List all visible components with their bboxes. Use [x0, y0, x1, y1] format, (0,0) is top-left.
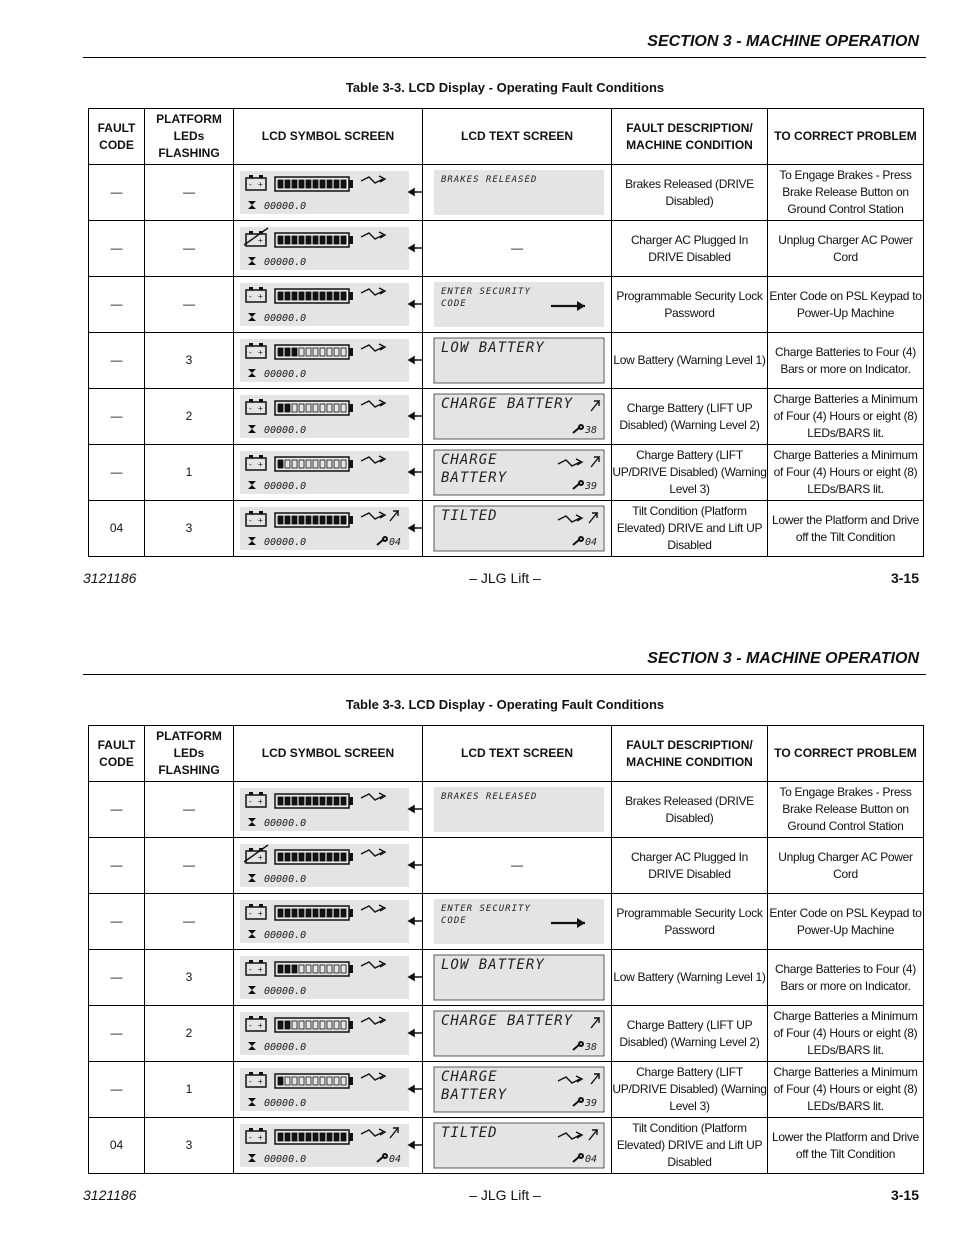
symbol-screen-cell — [234, 501, 423, 557]
text-fault-code: 04 — [585, 1154, 598, 1165]
correct-cell: Unplug Charger AC Power Cord — [768, 838, 924, 894]
description-cell: Charge Battery (LIFT UP Disabled) (Warning Level 2) — [612, 1006, 768, 1062]
lcd-text-line: CHARGE BATTERY — [441, 396, 574, 412]
fault-code-cell: — — [89, 277, 145, 333]
lcd-symbol-screen — [234, 389, 422, 444]
toggle-arrow-icon — [409, 974, 422, 980]
toggle-arrow-icon — [409, 469, 422, 475]
header-platform-leds: PLATFORM LEDs FLASHING — [145, 109, 234, 165]
description-cell: Low Battery (Warning Level 1) — [612, 950, 768, 1006]
svg-text:-: - — [249, 404, 252, 413]
hour-meter: 00000.0 — [264, 425, 307, 436]
svg-text:+: + — [258, 909, 263, 918]
table-row — [89, 782, 924, 838]
table-row — [89, 165, 924, 221]
svg-text:-: - — [249, 1021, 252, 1030]
correct-cell: Lower the Platform and Drive off the Tilt Condition — [768, 501, 924, 557]
page-top — [0, 0, 954, 617]
correct-cell: Charge Batteries a Minimum of Four (4) Hours or eight (8) LEDs/BARS lit. — [768, 445, 924, 501]
hour-meter: 00000.0 — [264, 1154, 307, 1165]
svg-text:+: + — [258, 516, 263, 525]
table-header-row — [89, 726, 924, 782]
platform-leds-cell: 3 — [145, 1118, 234, 1174]
lcd-text-line: ENTER SECURITY — [441, 904, 531, 914]
svg-text:+: + — [258, 965, 263, 974]
symbol-fault-code: 04 — [389, 537, 402, 548]
symbol-screen-cell — [234, 894, 423, 950]
lcd-text-line: TILTED — [441, 1125, 498, 1141]
table-row — [89, 389, 924, 445]
lcd-symbol-screen — [234, 501, 422, 556]
text-screen-cell — [423, 1062, 612, 1118]
lcd-text-screen — [423, 445, 611, 500]
header-fault-code: FAULT CODE — [89, 726, 145, 782]
symbol-screen-cell — [234, 277, 423, 333]
toggle-arrow-icon — [409, 525, 422, 531]
svg-text:-: - — [249, 965, 252, 974]
platform-leds-cell: 1 — [145, 445, 234, 501]
lcd-symbol-screen — [234, 333, 422, 388]
platform-leds-cell: — — [145, 221, 234, 277]
toggle-arrow-icon — [409, 862, 422, 868]
hour-meter: 00000.0 — [264, 313, 307, 324]
hour-meter: 00000.0 — [264, 1042, 307, 1053]
hour-meter: 00000.0 — [264, 481, 307, 492]
svg-text:+: + — [258, 1077, 263, 1086]
lcd-text-line: CODE — [441, 916, 467, 926]
svg-text:+: + — [258, 853, 263, 862]
lcd-text-screen — [423, 950, 611, 1005]
lcd-text-line: BRAKES RELEASED — [441, 792, 538, 802]
description-cell: Low Battery (Warning Level 1) — [612, 333, 768, 389]
svg-text:-: - — [249, 460, 252, 469]
text-screen-cell — [423, 445, 612, 501]
fault-code-cell: 04 — [89, 1118, 145, 1174]
lcd-symbol-screen — [234, 894, 422, 949]
header-text-screen: LCD TEXT SCREEN — [423, 726, 612, 782]
table-title: Table 3-3. LCD Display - Operating Fault Conditions — [345, 697, 665, 712]
footer-center: – JLG Lift – — [469, 570, 541, 586]
fault-code-cell: — — [89, 950, 145, 1006]
platform-leds-cell: — — [145, 838, 234, 894]
platform-leds-cell: 3 — [145, 333, 234, 389]
header-description: FAULT DESCRIPTION/ MACHINE CONDITION — [612, 109, 768, 165]
table-row — [89, 1118, 924, 1174]
header-rule — [83, 674, 926, 675]
svg-text:+: + — [258, 292, 263, 301]
page-number: 3-15 — [890, 570, 919, 586]
description-cell: Charger AC Plugged In DRIVE Disabled — [612, 221, 768, 277]
hour-meter: 00000.0 — [264, 201, 307, 212]
header-symbol-screen: LCD SYMBOL SCREEN — [234, 726, 423, 782]
svg-text:-: - — [249, 1133, 252, 1142]
toggle-arrow-icon — [409, 918, 422, 924]
page-number: 3-15 — [890, 1187, 919, 1203]
fault-table — [88, 725, 924, 1174]
header-description: FAULT DESCRIPTION/ MACHINE CONDITION — [612, 726, 768, 782]
footer-center: – JLG Lift – — [469, 1187, 541, 1203]
description-cell: Tilt Condition (Platform Elevated) DRIVE and Lift UP Disabled — [612, 1118, 768, 1174]
lcd-symbol-screen — [234, 165, 422, 220]
symbol-screen-cell — [234, 1062, 423, 1118]
lcd-symbol-screen — [234, 838, 422, 893]
table-row — [89, 1006, 924, 1062]
lcd-text-screen — [423, 389, 611, 444]
hour-meter: 00000.0 — [264, 537, 307, 548]
header-symbol-screen: LCD SYMBOL SCREEN — [234, 109, 423, 165]
correct-cell: To Engage Brakes - Press Brake Release Button on Ground Control Station — [768, 782, 924, 838]
toggle-arrow-icon — [409, 301, 422, 307]
svg-text:+: + — [258, 180, 263, 189]
text-fault-code: 04 — [585, 537, 598, 548]
description-cell: Brakes Released (DRIVE Disabled) — [612, 782, 768, 838]
correct-cell: Charge Batteries to Four (4) Bars or more on Indicator. — [768, 950, 924, 1006]
table-row — [89, 221, 924, 277]
lcd-text-screen — [423, 165, 611, 220]
text-screen-cell — [423, 950, 612, 1006]
correct-cell: Charge Batteries a Minimum of Four (4) Hours or eight (8) LEDs/BARS lit. — [768, 1006, 924, 1062]
lcd-text-empty: — — [511, 858, 523, 872]
lcd-text-line: CODE — [441, 299, 467, 309]
correct-cell: Charge Batteries to Four (4) Bars or more on Indicator. — [768, 333, 924, 389]
lcd-text-line: CHARGE — [441, 452, 498, 468]
toggle-arrow-icon — [409, 806, 422, 812]
symbol-screen-cell — [234, 838, 423, 894]
description-cell: Brakes Released (DRIVE Disabled) — [612, 165, 768, 221]
lcd-text-screen — [423, 1062, 611, 1117]
symbol-screen-cell — [234, 389, 423, 445]
fault-code-cell: — — [89, 782, 145, 838]
lcd-text-line: LOW BATTERY — [441, 340, 545, 356]
fault-code-cell: — — [89, 894, 145, 950]
lcd-symbol-screen — [234, 782, 422, 837]
correct-cell: Unplug Charger AC Power Cord — [768, 221, 924, 277]
table-row — [89, 838, 924, 894]
description-cell: Tilt Condition (Platform Elevated) DRIVE and Lift UP Disabled — [612, 501, 768, 557]
symbol-screen-cell — [234, 333, 423, 389]
lcd-text-screen — [423, 1006, 611, 1061]
fault-code-cell: — — [89, 445, 145, 501]
text-fault-code: 39 — [585, 481, 598, 492]
fault-code-cell: — — [89, 389, 145, 445]
svg-text:-: - — [249, 853, 252, 862]
description-cell: Charge Battery (LIFT UP/DRIVE Disabled) (Warning Level 3) — [612, 445, 768, 501]
description-cell: Charger AC Plugged In DRIVE Disabled — [612, 838, 768, 894]
hour-meter: 00000.0 — [264, 1098, 307, 1109]
text-fault-code: 38 — [585, 1042, 598, 1053]
hour-meter: 00000.0 — [264, 874, 307, 885]
description-cell: Charge Battery (LIFT UP/DRIVE Disabled) (Warning Level 3) — [612, 1062, 768, 1118]
toggle-arrow-icon — [409, 413, 422, 419]
toggle-arrow-icon — [409, 245, 422, 251]
header-fault-code: FAULT CODE — [89, 109, 145, 165]
fault-code-cell: — — [89, 1062, 145, 1118]
svg-text:-: - — [249, 516, 252, 525]
header-platform-leds: PLATFORM LEDs FLASHING — [145, 726, 234, 782]
text-screen-cell — [423, 1118, 612, 1174]
fault-code-cell: — — [89, 221, 145, 277]
text-screen-cell — [423, 1006, 612, 1062]
table-row — [89, 950, 924, 1006]
section-title: SECTION 3 - MACHINE OPERATION — [647, 33, 919, 50]
fault-code-cell: — — [89, 1006, 145, 1062]
hour-meter: 00000.0 — [264, 818, 307, 829]
svg-text:+: + — [258, 1021, 263, 1030]
platform-leds-cell: 2 — [145, 1006, 234, 1062]
fault-code-cell: 04 — [89, 501, 145, 557]
header-correct: TO CORRECT PROBLEM — [768, 109, 924, 165]
table-title: Table 3-3. LCD Display - Operating Fault Conditions — [345, 80, 665, 95]
table-row — [89, 501, 924, 557]
lcd-text-screen — [423, 333, 611, 388]
lcd-text-line: BATTERY — [441, 470, 508, 486]
svg-text:+: + — [258, 460, 263, 469]
toggle-arrow-icon — [409, 189, 422, 195]
doc-number: 3121186 — [83, 570, 137, 586]
platform-leds-cell: 3 — [145, 950, 234, 1006]
symbol-screen-cell — [234, 445, 423, 501]
lcd-symbol-screen — [234, 1006, 422, 1061]
fault-table — [88, 108, 924, 557]
text-screen-cell — [423, 838, 612, 894]
hour-meter: 00000.0 — [264, 930, 307, 941]
lcd-symbol-screen — [234, 221, 422, 276]
platform-leds-cell: 1 — [145, 1062, 234, 1118]
lcd-text-screen — [423, 782, 611, 837]
text-screen-cell — [423, 501, 612, 557]
lcd-text-line: LOW BATTERY — [441, 957, 545, 973]
toggle-arrow-icon — [409, 1030, 422, 1036]
svg-text:-: - — [249, 797, 252, 806]
svg-text:-: - — [249, 909, 252, 918]
lcd-text-screen — [423, 501, 611, 556]
svg-text:-: - — [249, 236, 252, 245]
symbol-screen-cell — [234, 950, 423, 1006]
symbol-screen-cell — [234, 165, 423, 221]
lcd-text-screen — [423, 277, 611, 332]
svg-text:-: - — [249, 348, 252, 357]
lcd-symbol-screen — [234, 1062, 422, 1117]
correct-cell: Lower the Platform and Drive off the Tilt Condition — [768, 1118, 924, 1174]
symbol-screen-cell — [234, 1118, 423, 1174]
platform-leds-cell: 2 — [145, 389, 234, 445]
table-row — [89, 1062, 924, 1118]
fault-code-cell: — — [89, 165, 145, 221]
lcd-text-line: ENTER SECURITY — [441, 287, 531, 297]
svg-text:+: + — [258, 236, 263, 245]
platform-leds-cell: — — [145, 165, 234, 221]
symbol-fault-code: 04 — [389, 1154, 402, 1165]
section-title: SECTION 3 - MACHINE OPERATION — [647, 650, 919, 667]
fault-code-cell: — — [89, 838, 145, 894]
text-screen-cell — [423, 277, 612, 333]
platform-leds-cell: 3 — [145, 501, 234, 557]
lcd-text-screen — [423, 1118, 611, 1173]
table-row — [89, 894, 924, 950]
symbol-screen-cell — [234, 221, 423, 277]
lcd-text-line: TILTED — [441, 508, 498, 524]
svg-text:+: + — [258, 348, 263, 357]
lcd-text-empty: — — [511, 241, 523, 255]
hour-meter: 00000.0 — [264, 986, 307, 997]
description-cell: Programmable Security Lock Password — [612, 277, 768, 333]
correct-cell: Enter Code on PSL Keypad to Power-Up Machine — [768, 894, 924, 950]
text-screen-cell — [423, 782, 612, 838]
symbol-screen-cell — [234, 1006, 423, 1062]
correct-cell: Charge Batteries a Minimum of Four (4) Hours or eight (8) LEDs/BARS lit. — [768, 1062, 924, 1118]
doc-number: 3121186 — [83, 1187, 137, 1203]
header-text-screen: LCD TEXT SCREEN — [423, 109, 612, 165]
platform-leds-cell: — — [145, 782, 234, 838]
lcd-text-line: BATTERY — [441, 1087, 508, 1103]
description-cell: Charge Battery (LIFT UP Disabled) (Warning Level 2) — [612, 389, 768, 445]
toggle-arrow-icon — [409, 1086, 422, 1092]
table-row — [89, 277, 924, 333]
lcd-symbol-screen — [234, 1118, 422, 1173]
fault-code-cell: — — [89, 333, 145, 389]
table-row — [89, 333, 924, 389]
toggle-arrow-icon — [409, 1142, 422, 1148]
lcd-symbol-screen — [234, 445, 422, 500]
svg-text:-: - — [249, 1077, 252, 1086]
lcd-text-line: CHARGE — [441, 1069, 498, 1085]
symbol-screen-cell — [234, 782, 423, 838]
svg-text:-: - — [249, 180, 252, 189]
text-fault-code: 38 — [585, 425, 598, 436]
correct-cell: To Engage Brakes - Press Brake Release Button on Ground Control Station — [768, 165, 924, 221]
lcd-text-screen — [423, 894, 611, 949]
lcd-symbol-screen — [234, 277, 422, 332]
text-fault-code: 39 — [585, 1098, 598, 1109]
correct-cell: Enter Code on PSL Keypad to Power-Up Machine — [768, 277, 924, 333]
platform-leds-cell: — — [145, 894, 234, 950]
text-screen-cell — [423, 333, 612, 389]
toggle-arrow-icon — [409, 357, 422, 363]
hour-meter: 00000.0 — [264, 257, 307, 268]
header-correct: TO CORRECT PROBLEM — [768, 726, 924, 782]
description-cell: Programmable Security Lock Password — [612, 894, 768, 950]
lcd-text-line: CHARGE BATTERY — [441, 1013, 574, 1029]
page-bottom — [0, 617, 954, 1234]
correct-cell: Charge Batteries a Minimum of Four (4) Hours or eight (8) LEDs/BARS lit. — [768, 389, 924, 445]
table-row — [89, 445, 924, 501]
svg-text:-: - — [249, 292, 252, 301]
text-screen-cell — [423, 221, 612, 277]
text-screen-cell — [423, 894, 612, 950]
header-rule — [83, 57, 926, 58]
hour-meter: 00000.0 — [264, 369, 307, 380]
text-screen-cell — [423, 389, 612, 445]
lcd-text-line: BRAKES RELEASED — [441, 175, 538, 185]
platform-leds-cell: — — [145, 277, 234, 333]
text-screen-cell — [423, 165, 612, 221]
lcd-symbol-screen — [234, 950, 422, 1005]
svg-text:+: + — [258, 1133, 263, 1142]
table-header-row — [89, 109, 924, 165]
svg-text:+: + — [258, 797, 263, 806]
svg-text:+: + — [258, 404, 263, 413]
